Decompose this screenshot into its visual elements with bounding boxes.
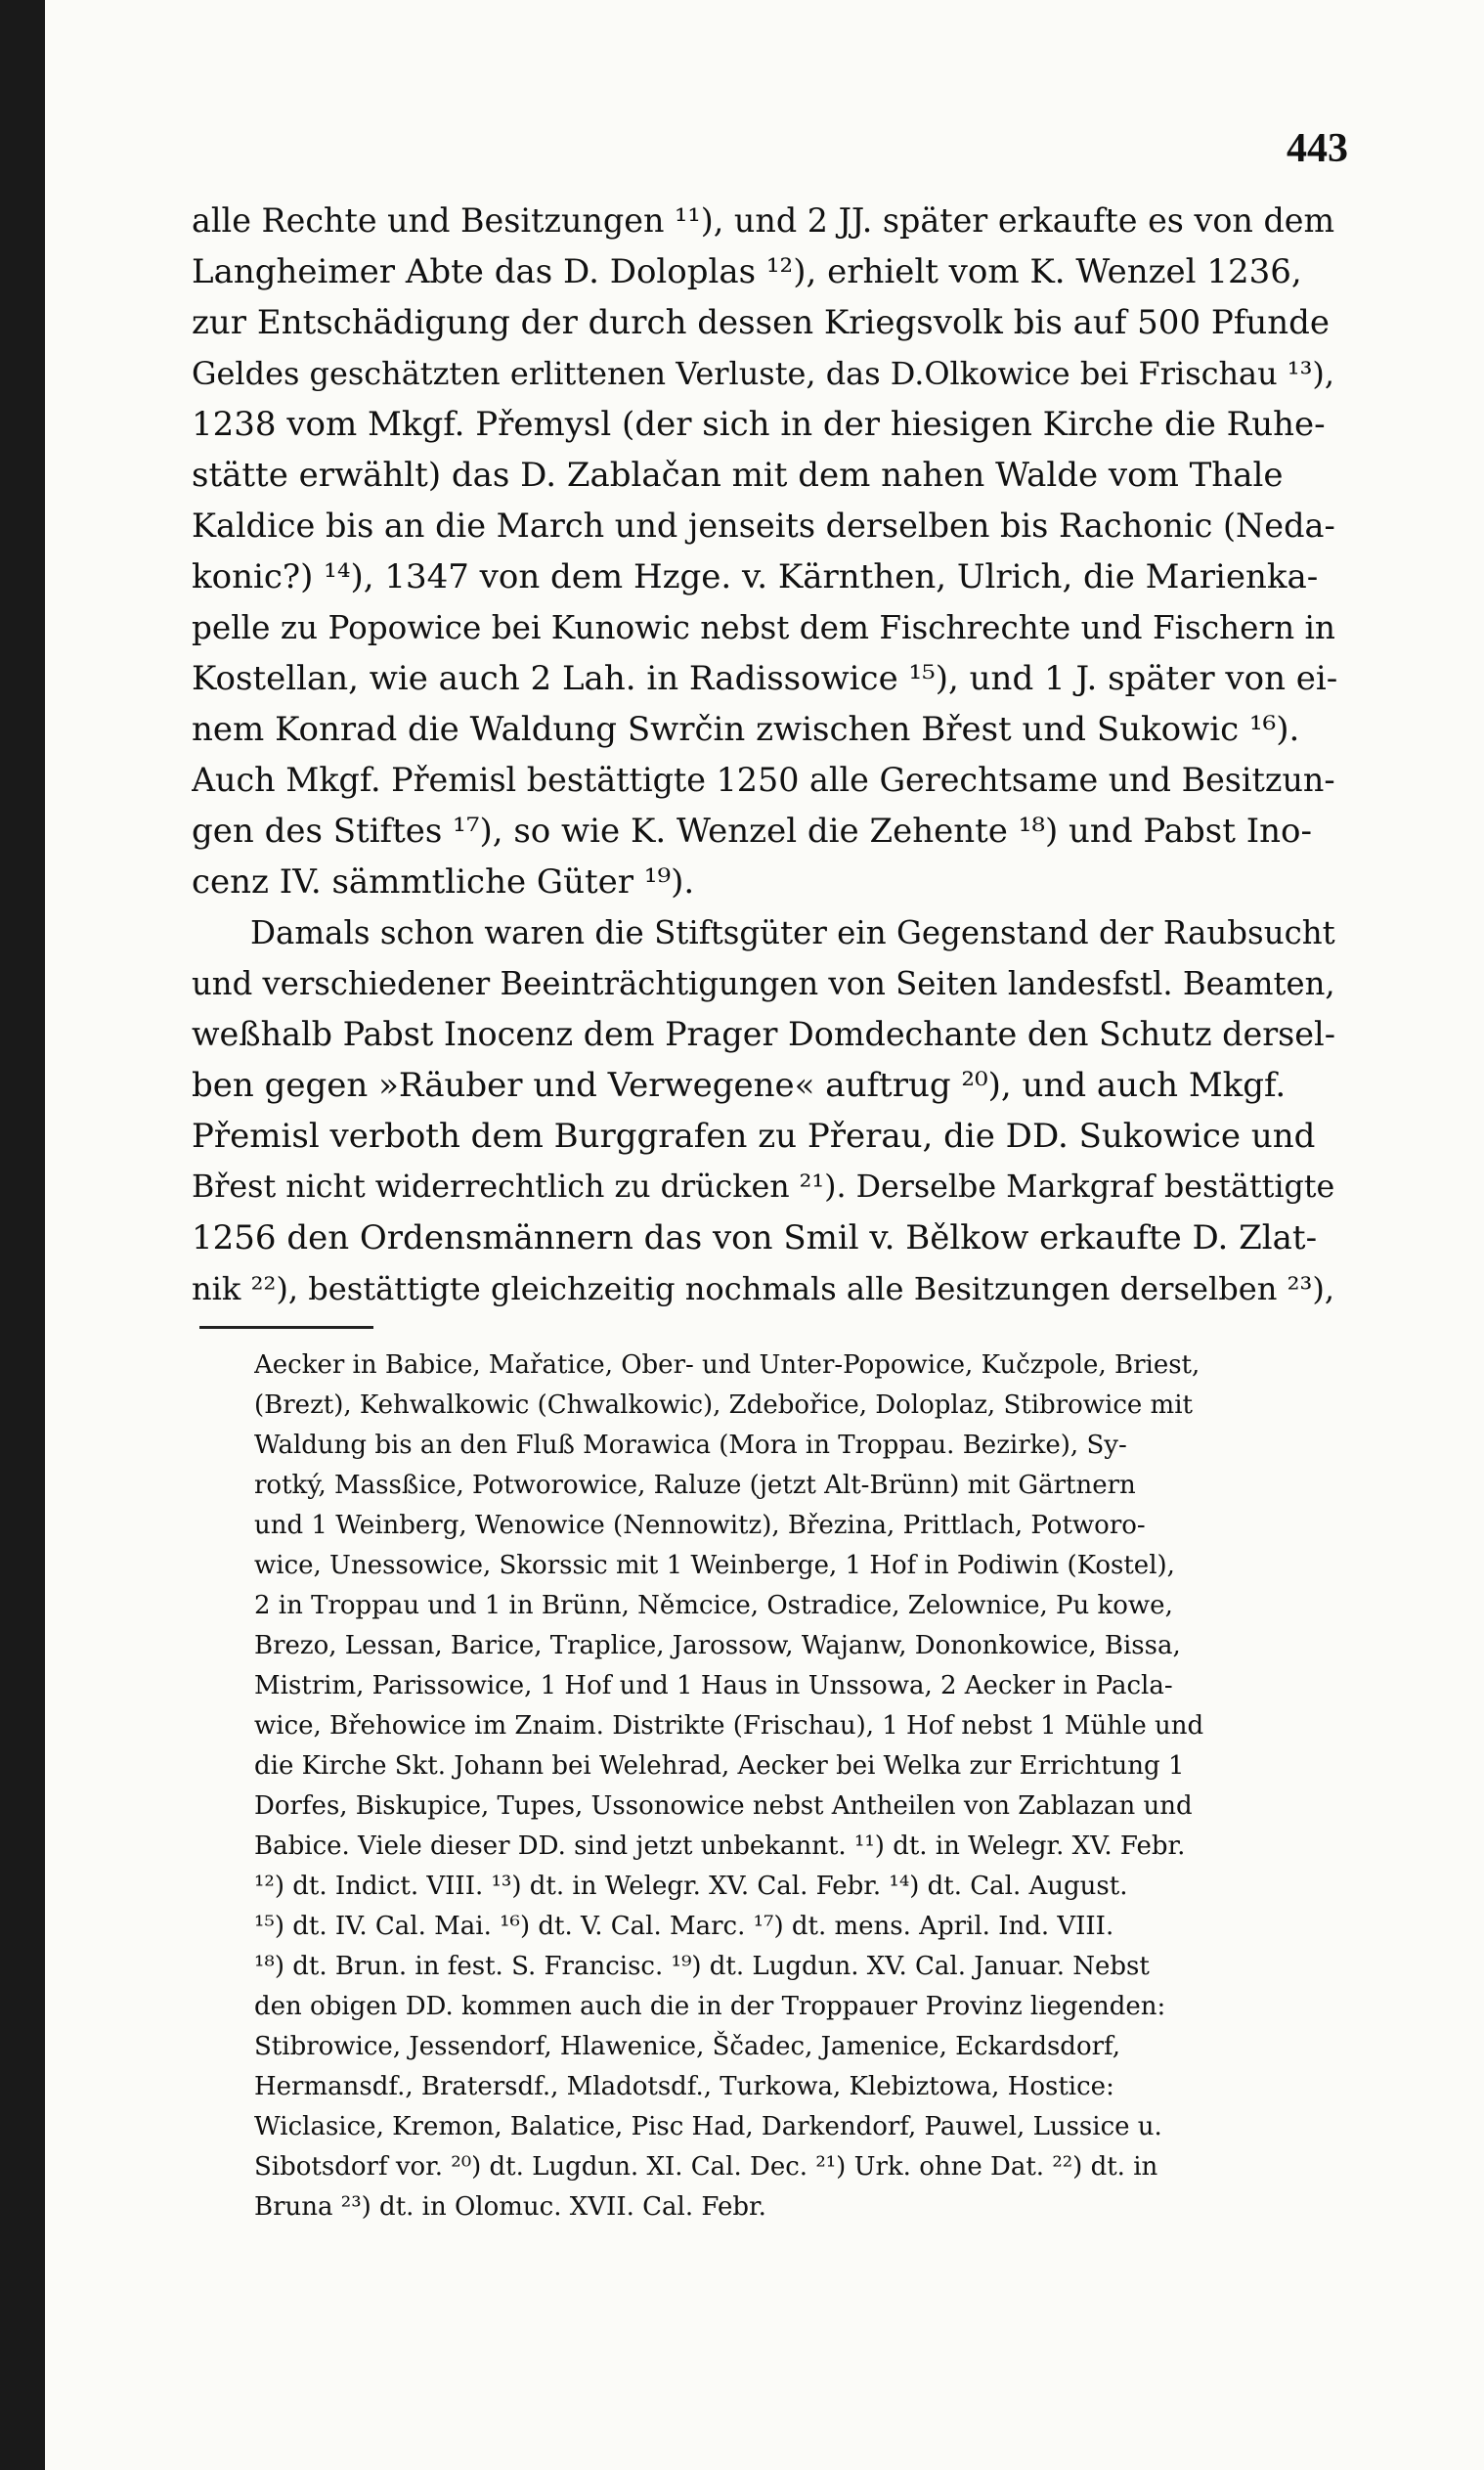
footnote-line: wice, Břehowice im Znaim. Distrikte (Frischau), 1 Hof nebst 1 Mühle und [254,1711,1204,1741]
text-line: ben gegen »Räuber und Verwegene« auftrug ²⁰), und auch Mkgf. [192,1066,1287,1105]
text-line: nem Konrad die Waldung Swrčin zwischen Břest und Sukowic ¹⁶). [192,710,1300,749]
text-line: 1256 den Ordensmännern das von Smil v. Bělkow erkaufte D. Zlat- [192,1218,1318,1257]
footnote-line: Waldung bis an den Fluß Morawica (Mora in Troppau. Bezirke), Sy- [254,1431,1127,1460]
text-line: alle Rechte und Besitzungen ¹¹), und 2 JJ. später erkaufte es von dem [192,201,1335,240]
footnote-line: Bruna ²³) dt. in Olomuc. XVII. Cal. Febr. [254,2192,766,2222]
book-page [45,0,1484,2470]
footnote-line: (Brezt), Kehwalkowic (Chwalkowic), Zdebořice, Doloplaz, Stibrowice mit [254,1390,1193,1420]
page-number: 443 [1287,126,1348,171]
text-line: Damals schon waren die Stiftsgüter ein Gegenstand der Raubsucht [250,914,1335,951]
text-line: Břest nicht widerrechtlich zu drücken ²¹). Derselbe Markgraf bestättigte [192,1169,1335,1205]
text-line: 1238 vom Mkgf. Přemysl (der sich in der hiesigen Kirche die Ruhe- [192,405,1326,444]
footnote-line: wice, Unessowice, Skorssic mit 1 Weinberge, 1 Hof in Podiwin (Kostel), [254,1551,1175,1580]
footnote-line: Wiclasice, Kremon, Balatice, Pisc Had, Darkendorf, Pauwel, Lussice u. [254,2112,1162,2141]
text-line: Přemisl verboth dem Burggrafen zu Přerau, die DD. Sukowice und [192,1117,1316,1156]
text-line: pelle zu Popowice bei Kunowic nebst dem Fischrechte und Fischern in [192,609,1335,646]
text-line: Auch Mkgf. Přemisl bestättigte 1250 alle Gerechtsame und Besitzun- [192,761,1335,799]
text-line: weßhalb Pabst Inocenz dem Prager Domdechante den Schutz dersel- [192,1015,1335,1053]
footnote-line: Hermansdf., Bratersdf., Mladotsdf., Turkowa, Klebiztowa, Hostice: [254,2072,1114,2101]
footnote-line: Dorfes, Biskupice, Tupes, Ussonowice nebst Antheilen von Zablazan und [254,1791,1193,1821]
footnote-line: den obigen DD. kommen auch die in der Troppauer Provinz liegenden: [254,1992,1166,2021]
footnote-line: ¹⁸) dt. Brun. in fest. S. Francisc. ¹⁹) dt. Lugdun. XV. Cal. Januar. Nebst [254,1952,1150,1981]
footnote-line: die Kirche Skt. Johann bei Welehrad, Aecker bei Welka zur Errichtung 1 [254,1751,1185,1781]
footnotes [254,1345,1339,2227]
footnote-divider [199,1326,373,1329]
footnote-line: und 1 Weinberg, Wenowice (Nennowitz), Březina, Prittlach, Potworo- [254,1511,1146,1540]
footnote-line: Mistrim, Parissowice, 1 Hof und 1 Haus in Unssowa, 2 Aecker in Pacla- [254,1671,1173,1700]
text-line: cenz IV. sämmtliche Güter ¹⁹). [192,862,695,902]
footnote-line: Aecker in Babice, Mařatice, Ober- und Unter-Popowice, Kučzpole, Briest, [254,1350,1200,1380]
footnote-line: Stibrowice, Jessendorf, Hlawenice, Ščadec, Jamenice, Eckardsdorf, [254,2032,1120,2061]
text-line: Geldes geschätzten erlittenen Verluste, das D.Olkowice bei Frischau ¹³), [192,355,1335,392]
text-line: und verschiedener Beeinträchtigungen von Seiten landesfstl. Beamten, [192,965,1335,1002]
footnote-line: rotký, Massßice, Potworowice, Raluze (jetzt Alt-Brünn) mit Gärtnern [254,1471,1136,1500]
text-line: Kaldice bis an die March und jenseits derselben bis Rachonic (Neda- [192,507,1335,545]
text-line: zur Entschädigung der durch dessen Kriegsvolk bis auf 500 Pfunde [192,303,1331,342]
text-line: gen des Stiftes ¹⁷), so wie K. Wenzel die Zehente ¹⁸) und Pabst Ino- [192,812,1312,851]
footnote-line: Brezo, Lessan, Barice, Traplice, Jarossow, Wajanw, Dononkowice, Bissa, [254,1631,1181,1660]
text-line: Langheimer Abte das D. Doloplas ¹²), erhielt vom K. Wenzel 1236, [192,252,1302,291]
footnote-line: Babice. Viele dieser DD. sind jetzt unbekannt. ¹¹) dt. in Welegr. XV. Febr. [254,1831,1186,1861]
text-line: Kostellan, wie auch 2 Lah. in Radissowice ¹⁵), und 1 J. später von ei- [192,659,1338,698]
footnote-line: Sibotsdorf vor. ²⁰) dt. Lugdun. XI. Cal. Dec. ²¹) Urk. ohne Dat. ²²) dt. in [254,2152,1158,2182]
footnote-line: 2 in Troppau und 1 in Brünn, Němcice, Ostradice, Zelownice, Pu kowe, [254,1591,1173,1620]
text-line: konic?) ¹⁴), 1347 von dem Hzge. v. Kärnthen, Ulrich, die Marienka- [192,557,1319,596]
footnote-line: ¹⁵) dt. IV. Cal. Mai. ¹⁶) dt. V. Cal. Marc. ¹⁷) dt. mens. April. Ind. VIII. [254,1912,1114,1941]
footnote-line: ¹²) dt. Indict. VIII. ¹³) dt. in Welegr. XV. Cal. Febr. ¹⁴) dt. Cal. August. [254,1872,1128,1901]
text-line: nik ²²), bestättigte gleichzeitig nochmals alle Besitzungen derselben ²³), [192,1270,1335,1307]
text-line: stätte erwählt) das D. Zablačan mit dem nahen Walde vom Thale [192,456,1284,495]
scan-gutter [0,0,45,2470]
body-text [192,196,1341,1314]
